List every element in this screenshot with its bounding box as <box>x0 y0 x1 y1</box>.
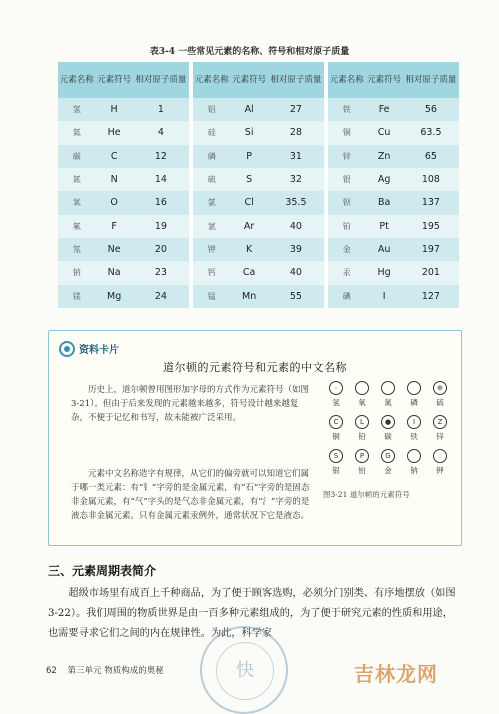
dalton-symbol-label: 氢 <box>332 398 340 407</box>
element-symbol-cell: Cl <box>244 197 254 209</box>
table-row <box>328 121 459 144</box>
table-caption: 表3-4 一些常见元素的名称、符号和相对原子质量 <box>149 47 350 57</box>
dalton-symbol-label: 钾 <box>436 466 444 475</box>
header-mass: 相对原子质量 <box>270 74 322 85</box>
element-table-column-1 <box>58 62 189 308</box>
dalton-symbol <box>375 381 401 417</box>
element-mass-cell: 24 <box>154 290 167 302</box>
element-mass-cell: 4 <box>157 127 164 139</box>
dalton-symbol-label: 氮 <box>384 398 392 407</box>
element-mass-cell: 31 <box>289 150 302 162</box>
page-footer <box>46 664 164 676</box>
element-symbol-cell: Fe <box>378 104 390 116</box>
dalton-symbol <box>401 449 427 485</box>
element-mass-cell: 32 <box>289 174 302 186</box>
table-row <box>328 168 459 191</box>
dalton-symbol-mark <box>381 381 395 395</box>
dalton-symbol-mark: P <box>355 449 369 463</box>
info-card-title: 道尔顿的元素符号和元素的中文名称 <box>163 361 347 374</box>
dalton-symbol <box>323 415 349 451</box>
element-name-cell: 氮 <box>72 175 81 185</box>
table-row <box>58 285 189 308</box>
element-symbol-cell: Ca <box>242 267 256 279</box>
element-mass-cell: 27 <box>289 104 302 116</box>
header-symbol: 元素符号 <box>232 74 267 85</box>
dalton-symbol <box>349 415 375 451</box>
element-symbol-cell: C <box>110 150 118 162</box>
element-symbol-cell: S <box>246 174 253 186</box>
element-name-cell: 氖 <box>72 245 81 255</box>
element-mass-cell: 12 <box>154 150 167 162</box>
element-mass-cell: 40 <box>289 220 302 232</box>
table-row <box>58 261 189 284</box>
element-symbol-cell: I <box>382 290 386 302</box>
element-table-column-2 <box>193 62 324 308</box>
element-symbol-cell: Ba <box>377 197 391 209</box>
dalton-symbol-label: 锌 <box>436 432 444 441</box>
element-symbol-cell: Ag <box>377 174 391 186</box>
element-name-cell: 磷 <box>207 151 216 161</box>
dalton-symbol-mark: I <box>407 415 421 429</box>
table-row <box>328 145 459 168</box>
dalton-symbol <box>375 449 401 485</box>
element-name-cell: 镁 <box>72 291 81 301</box>
table-row <box>193 285 324 308</box>
section-heading: 三、元素周期表简介 <box>48 564 157 578</box>
element-name-cell: 锰 <box>207 291 216 301</box>
element-mass-cell: 19 <box>154 220 167 232</box>
element-name-cell: 铂 <box>342 221 351 231</box>
element-symbol-cell: Na <box>107 267 121 279</box>
dalton-symbol-mark: L <box>355 415 369 429</box>
table-row <box>328 238 459 261</box>
dalton-symbol-label: 硫 <box>436 398 444 407</box>
dalton-symbol <box>375 415 401 451</box>
header-name: 元素名称 <box>59 74 94 85</box>
element-mass-cell: 40 <box>289 267 302 279</box>
element-symbol-cell: N <box>110 174 118 186</box>
element-name-cell: 钡 <box>342 198 351 208</box>
stamp-text: 快 <box>216 642 274 700</box>
dalton-symbol <box>427 449 453 485</box>
dalton-symbol-mark: ⊕ <box>433 381 447 395</box>
dalton-symbol-label: 铂 <box>358 466 366 475</box>
element-symbol-cell: Mn <box>242 290 257 302</box>
element-name-cell: 铜 <box>342 128 351 138</box>
element-name-cell: 钠 <box>72 268 81 278</box>
element-symbol-cell: Ar <box>243 220 255 232</box>
header-name: 元素名称 <box>194 74 229 85</box>
element-mass-cell: 14 <box>154 174 167 186</box>
element-symbol-cell: Zn <box>377 150 391 162</box>
element-symbol-cell: Hg <box>377 267 391 279</box>
header-name: 元素名称 <box>329 74 364 85</box>
table-row <box>58 121 189 144</box>
element-symbol-cell: Pt <box>379 220 389 232</box>
info-card <box>48 330 462 546</box>
element-symbol-cell: Au <box>377 244 391 256</box>
dalton-symbol <box>349 381 375 417</box>
element-symbol-cell: H <box>110 104 118 116</box>
library-stamp <box>200 626 288 714</box>
element-name-cell: 钙 <box>207 268 216 278</box>
element-mass-cell: 20 <box>154 244 167 256</box>
element-symbol-cell: Si <box>244 127 254 139</box>
table-row <box>193 261 324 284</box>
element-mass-cell: 197 <box>421 244 440 256</box>
element-name-cell: 锌 <box>342 151 351 161</box>
table-header-row <box>193 62 324 98</box>
table-row <box>58 98 189 121</box>
dalton-symbol-label: 磷 <box>410 398 418 407</box>
table-row <box>328 98 459 121</box>
header-mass: 相对原子质量 <box>135 74 187 85</box>
header-symbol: 元素符号 <box>97 74 132 85</box>
element-mass-cell: 16 <box>154 197 167 209</box>
dalton-symbol-mark <box>407 381 421 395</box>
dalton-symbol-mark <box>407 449 421 463</box>
dalton-symbol <box>323 381 349 417</box>
dalton-symbol-label: 银 <box>332 466 340 475</box>
element-mass-cell: 56 <box>424 104 437 116</box>
table-header-row <box>58 62 189 98</box>
table-row <box>193 215 324 238</box>
dalton-symbol-label: 钠 <box>410 466 418 475</box>
page-number: 62 <box>46 666 57 676</box>
table-row <box>193 98 324 121</box>
dalton-symbol <box>349 449 375 485</box>
element-mass-cell: 1 <box>157 104 164 116</box>
info-card-icon <box>59 341 75 357</box>
table-row <box>58 238 189 261</box>
element-table-column-3 <box>328 62 459 308</box>
table-row <box>193 121 324 144</box>
table-row <box>193 238 324 261</box>
watermark: 吉林龙网 <box>354 662 438 686</box>
element-name-cell: 氢 <box>72 105 81 115</box>
element-mass-cell: 28 <box>289 127 302 139</box>
footer-text: 第三单元 物质构成的奥秘 <box>67 666 164 676</box>
element-name-cell: 钾 <box>207 245 216 255</box>
element-mass-cell: 201 <box>421 267 440 279</box>
table-row <box>193 168 324 191</box>
dalton-symbol-label: 铅 <box>358 432 366 441</box>
dalton-symbol-mark: · <box>329 381 343 395</box>
element-name-cell: 氟 <box>72 221 81 231</box>
header-symbol: 元素符号 <box>367 74 402 85</box>
element-name-cell: 银 <box>342 175 351 185</box>
element-name-cell: 氧 <box>72 198 81 208</box>
element-name-cell: 硅 <box>207 128 216 138</box>
element-table <box>58 62 458 308</box>
dalton-symbol-mark: ● <box>381 415 395 429</box>
element-mass-cell: 127 <box>421 290 440 302</box>
table-row <box>328 191 459 214</box>
dalton-symbol-label: 金 <box>384 466 392 475</box>
table-row <box>58 215 189 238</box>
table-row <box>58 145 189 168</box>
header-mass: 相对原子质量 <box>405 74 457 85</box>
element-mass-cell: 55 <box>289 290 302 302</box>
element-symbol-cell: Mg <box>107 290 122 302</box>
dalton-symbol-mark <box>355 381 369 395</box>
dalton-symbol <box>401 415 427 451</box>
dalton-symbol-mark: Z <box>433 415 447 429</box>
dalton-figure-caption: 图3-21 道尔顿的元素符号 <box>323 490 410 499</box>
dalton-symbol <box>401 381 427 417</box>
dalton-symbol-label: 铁 <box>410 432 418 441</box>
dalton-symbol-mark: G <box>381 449 395 463</box>
element-mass-cell: 39 <box>289 244 302 256</box>
element-symbol-cell: F <box>111 220 117 232</box>
element-mass-cell: 65 <box>424 150 437 162</box>
dalton-symbol-mark: S <box>329 449 343 463</box>
info-card-paragraph-2: 元素中文名称造字有规律，从它们的偏旁就可以知道它们属于哪一类元素：有“钅”字旁的是金属元素，有“石”字旁的是固态非金属元素，有“气”字头的是气态非金属元素，有“氵”字旁的是液态非金属元素。只有金属元素汞例外，通常状况下它是液态。 <box>71 469 310 521</box>
element-name-cell: 铁 <box>342 105 351 115</box>
element-name-cell: 汞 <box>342 268 351 278</box>
element-name-cell: 碘 <box>342 291 351 301</box>
element-symbol-cell: O <box>110 197 118 209</box>
element-name-cell: 氯 <box>207 198 216 208</box>
info-card-tag: 资料卡片 <box>79 345 119 356</box>
dalton-symbol-mark <box>433 449 447 463</box>
element-mass-cell: 137 <box>421 197 440 209</box>
element-mass-cell: 108 <box>421 174 440 186</box>
dalton-symbol-label: 碳 <box>384 432 392 441</box>
dalton-symbol-label: 铜 <box>332 432 340 441</box>
element-name-cell: 铝 <box>207 105 216 115</box>
dalton-symbol <box>427 415 453 451</box>
element-symbol-cell: K <box>246 244 253 256</box>
dalton-symbol <box>427 381 453 417</box>
table-row <box>58 168 189 191</box>
element-mass-cell: 63.5 <box>420 127 442 139</box>
element-name-cell: 硫 <box>207 175 216 185</box>
element-symbol-cell: Al <box>244 104 254 116</box>
dalton-symbol-mark: C <box>329 415 343 429</box>
body-paragraph: 超级市场里有成百上千种商品，为了便于顾客选购，必须分门别类、有序地摆放（如图3-22）。我们周围的物质世界是由一百多种元素组成的，为了便于研究元素的性质和用途，也需要寻求它们之间的内在规律性。为此，科学家 <box>48 588 456 639</box>
element-name-cell: 氦 <box>72 128 81 138</box>
element-mass-cell: 35.5 <box>285 197 307 209</box>
table-row <box>328 261 459 284</box>
element-mass-cell: 195 <box>421 220 440 232</box>
element-name-cell: 金 <box>342 245 351 255</box>
table-row <box>58 191 189 214</box>
element-symbol-cell: He <box>107 127 121 139</box>
info-card-paragraph-1: 历史上，道尔顿曾用图形加字母的方式作为元素符号（如图3-21）。但由于后来发现的元素越来越多，符号设计越来越复杂，不便于记忆和书写，故未能被广泛采用。 <box>71 385 310 423</box>
element-mass-cell: 23 <box>154 267 167 279</box>
table-row <box>328 285 459 308</box>
dalton-symbol-label: 氧 <box>358 398 366 407</box>
element-name-cell: 碳 <box>72 151 81 161</box>
element-symbol-cell: Cu <box>377 127 391 139</box>
table-row <box>193 191 324 214</box>
element-symbol-cell: Ne <box>107 244 121 256</box>
dalton-symbol <box>323 449 349 485</box>
element-name-cell: 氩 <box>207 221 216 231</box>
element-symbol-cell: P <box>246 150 252 162</box>
table-header-row <box>328 62 459 98</box>
table-row <box>328 215 459 238</box>
table-row <box>193 145 324 168</box>
